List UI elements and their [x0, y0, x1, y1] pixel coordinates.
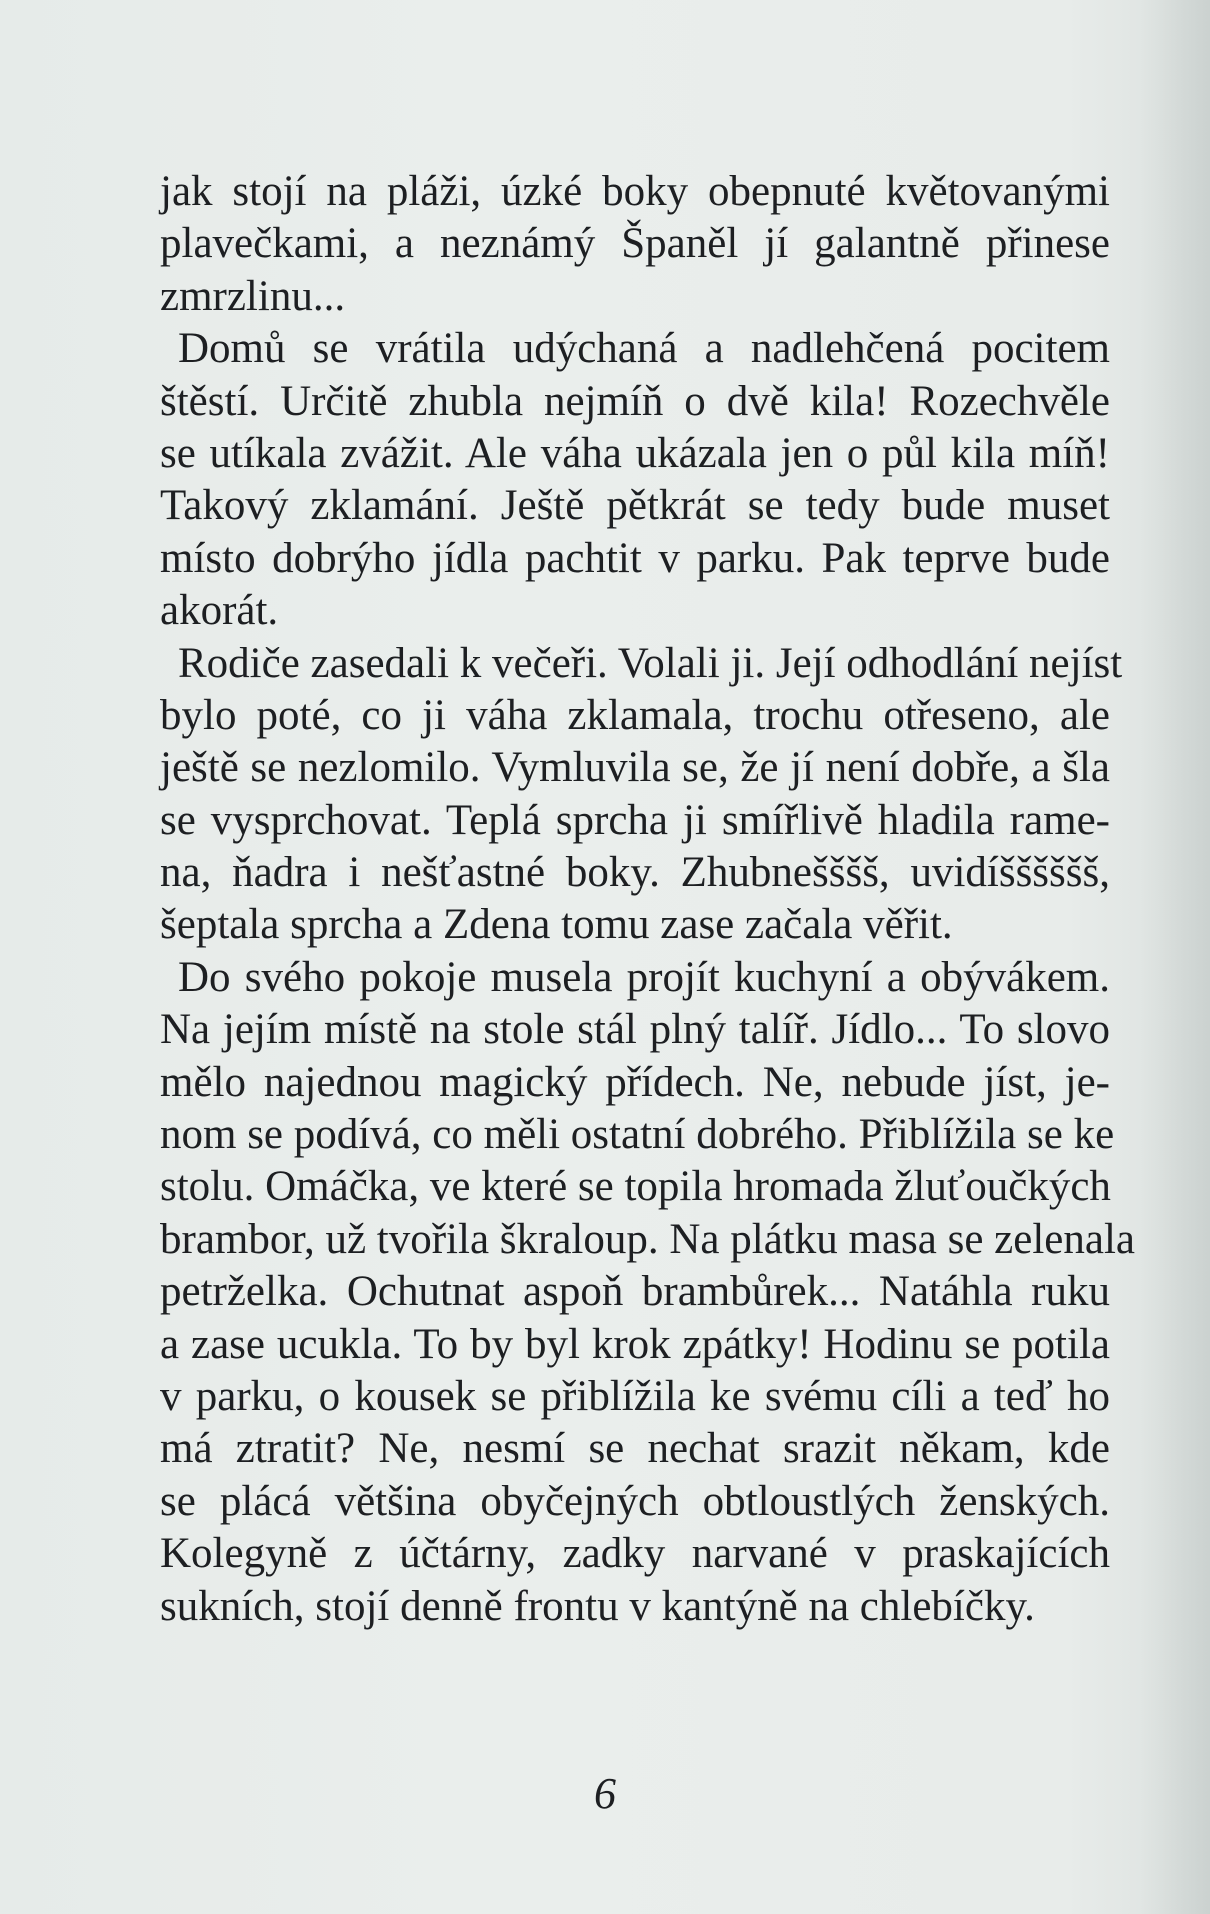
body-text: [160, 166, 1135, 1633]
text-line: Takový zklamání. Ještě pětkrát se tedy bude muset: [160, 482, 1110, 530]
text-line: akorát.: [160, 587, 279, 635]
text-line: se plácá většina obyčejných obtloustlých ženských.: [160, 1477, 1110, 1525]
text-line: mělo najednou magický přídech. Ne, nebude jíst, je-: [160, 1058, 1110, 1106]
text-line: jak stojí na pláži, úzké boky obepnuté květovanými: [160, 168, 1110, 215]
text-line: v parku, o kousek se přiblížila ke svému cíli a teď ho: [160, 1372, 1110, 1420]
text-line: petrželka. Ochutnat aspoň brambůrek... Natáhla ruku: [160, 1268, 1110, 1316]
text-line: Na jejím místě na stole stál plný talíř. Jídlo... To slovo: [160, 1006, 1110, 1054]
text-line: stolu. Omáčka, ve které se topila hromada žluťoučkých: [160, 1163, 1111, 1211]
text-line: zmrzlinu...: [160, 272, 346, 320]
text-line: plavečkami, a neznámý Španěl jí galantně přinese: [160, 220, 1110, 268]
text-line: Do svého pokoje musela projít kuchyní a obývákem.: [178, 953, 1110, 1001]
text-line: a zase ucukla. To by byl krok zpátky! Hodinu se potila: [160, 1320, 1110, 1368]
text-line: na, ňadra i nešťastné boky. Zhubnešššš, uvidíšššššš,: [160, 849, 1110, 897]
text-line: šeptala sprcha a Zdena tomu zase začala věřit.: [160, 901, 953, 949]
text-line: nom se podívá, co měli ostatní dobrého. Přiblížila se ke: [160, 1111, 1115, 1159]
text-line: brambor, už tvořila škraloup. Na plátku masa se zelenala: [160, 1215, 1135, 1263]
text-line: má ztratit? Ne, nesmí se nechat srazit někam, kde: [160, 1425, 1110, 1473]
text-line: Kolegyně z účtárny, zadky narvané v praskajících: [160, 1530, 1110, 1578]
text-line: ještě se nezlomilo. Vymluvila se, že jí není dobře, a šla: [160, 744, 1110, 792]
text-line: se utíkala zvážit. Ale váha ukázala jen o půl kila míň!: [160, 429, 1110, 477]
text-line: místo dobrýho jídla pachtit v parku. Pak teprve bude: [160, 534, 1110, 582]
text-line: sukních, stojí denně frontu v kantýně na chlebíčky.: [160, 1582, 1035, 1630]
text-line: bylo poté, co ji váha zklamala, trochu otřeseno, ale: [160, 691, 1110, 739]
text-line: se vysprchovat. Teplá sprcha ji smířlivě hladila rame-: [160, 796, 1110, 844]
text-line: Rodiče zasedali k večeři. Volali ji. Její odhodlání nejíst: [178, 639, 1123, 687]
text-line: štěstí. Určitě zhubla nejmíň o dvě kila! Rozechvěle: [160, 377, 1110, 425]
page-number: 6: [594, 1769, 616, 1818]
text-line: Domů se vrátila udýchaná a nadlehčená pocitem: [178, 325, 1110, 373]
